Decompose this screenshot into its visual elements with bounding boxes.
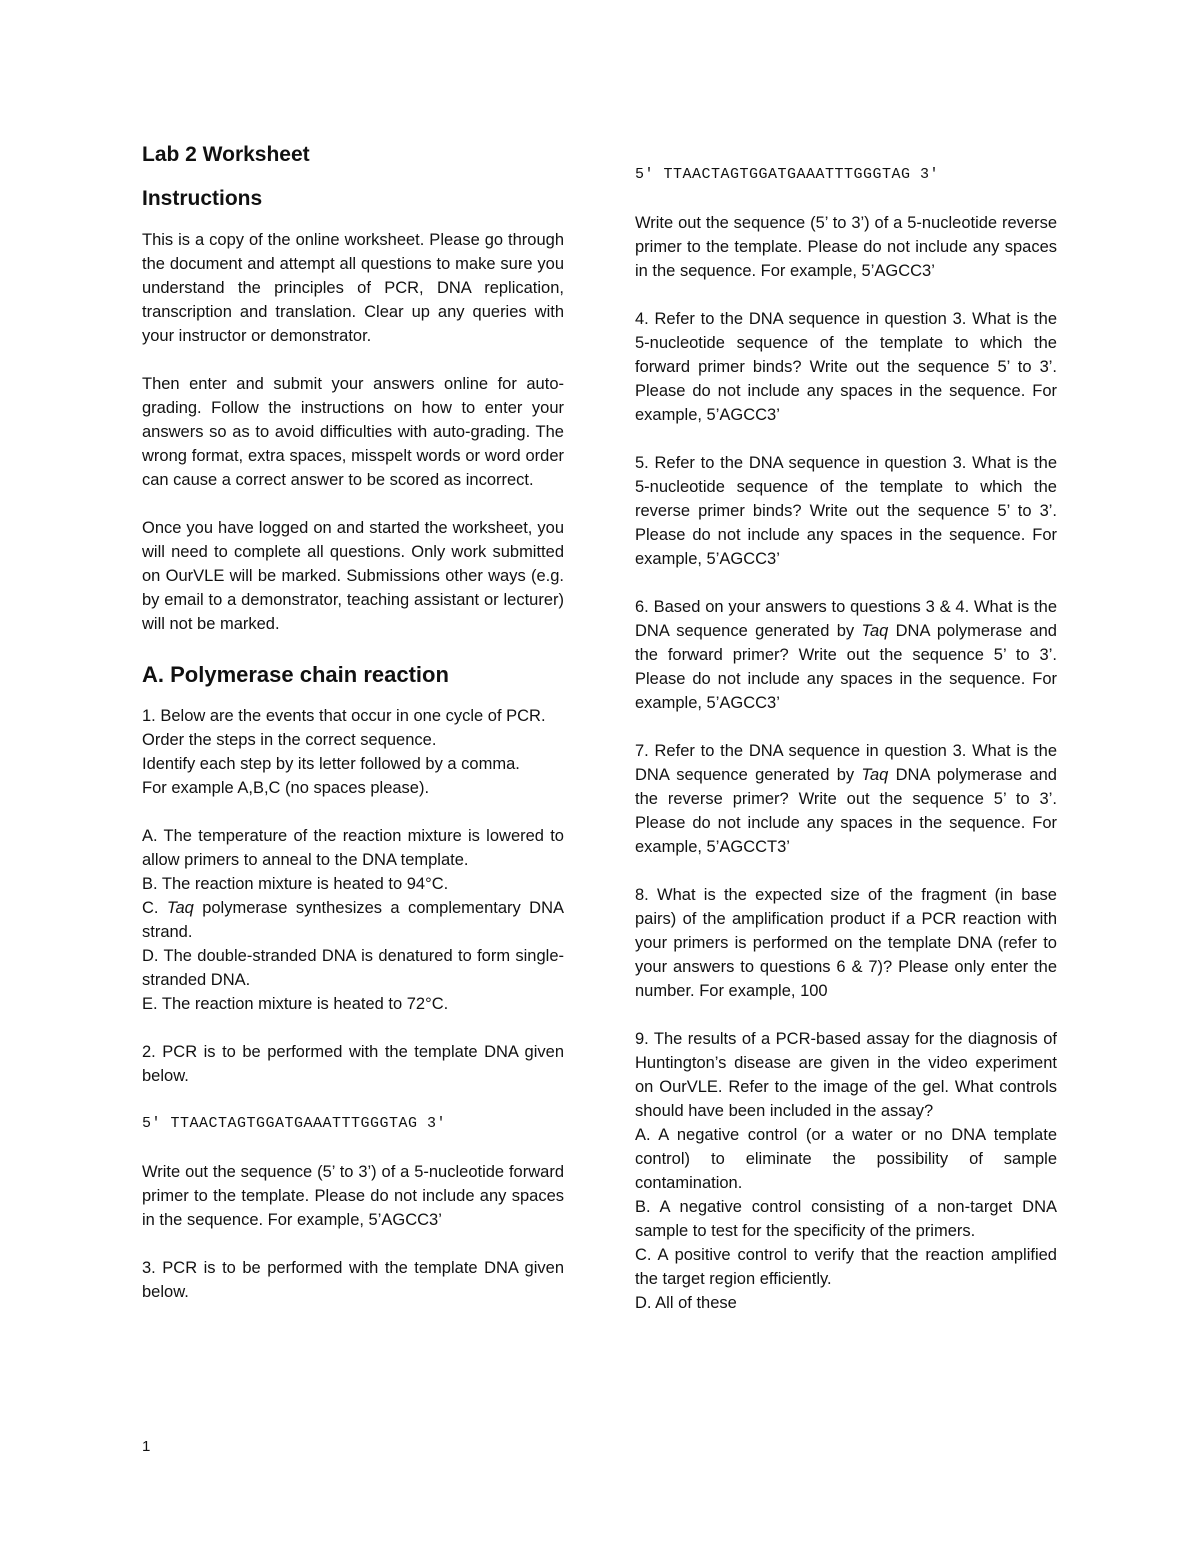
q1-option-a: A. The temperature of the reaction mixture is lowered to allow primers to anneal to the DNA template.: [142, 827, 564, 869]
question-3: 3. PCR is to be performed with the template DNA given below.: [142, 1259, 564, 1301]
question-1-instruction: Identify each step by its letter followed by a comma.: [142, 755, 520, 773]
q1-option-d: D. The double-stranded DNA is denatured to form single-stranded DNA.: [142, 947, 564, 989]
section-a-heading: A. Polymerase chain reaction: [142, 662, 449, 687]
page-number: 1: [142, 1438, 151, 1455]
question-7-suffix: DNA polymerase and the reverse primer? Write out the sequence 5’ to 3’. Please do not include any spaces in the sequence. For example, 5’AGCCT3’: [635, 766, 1057, 856]
question-7: [635, 739, 1057, 859]
instructions-paragraph: Once you have logged on and started the worksheet, you will need to complete all questions. Only work submitted on OurVLE will be marked. Submissions other ways (e.g. by email to a demonstrator, teaching assistant or lecturer) will not be marked.: [142, 519, 564, 633]
q3-dna-sequence: 5′ TTAACTAGTGGATGAAATTTGGGTAG 3′: [635, 166, 940, 183]
question-5: 5. Refer to the DNA sequence in question 3. What is the 5-nucleotide sequence of the template to which the reverse primer binds? Write out the sequence 5’ to 3’. Please do not include any spaces in the sequence. For example, 5’AGCC3’: [635, 454, 1057, 568]
q1-option-e: E. The reaction mixture is heated to 72°C.: [142, 995, 449, 1013]
left-column: [142, 140, 564, 1304]
question-2: 2. PCR is to be performed with the template DNA given below.: [142, 1043, 564, 1085]
question-6-prefix: 6. Based on your answers to questions 3 & 4. What is the DNA sequence generated by: [635, 598, 1057, 640]
question-8: 8. What is the expected size of the fragment (in base pairs) of the amplification product if a PCR reaction with your primers is performed on the template DNA (refer to your answers to questions 6 & 7)? Please only enter the number. For example, 100: [635, 886, 1057, 1000]
q1-option-c: [142, 896, 564, 944]
taq-italic: Taq: [861, 622, 889, 640]
q1-option-b: B. The reaction mixture is heated to 94°C.: [142, 875, 449, 893]
question-4: 4. Refer to the DNA sequence in question 3. What is the 5-nucleotide sequence of the template to which the forward primer binds? Write out the sequence 5’ to 3’. Please do not include any spaces in the sequence. For example, 5’AGCC3’: [635, 310, 1057, 424]
question-3-prompt: Write out the sequence (5’ to 3’) of a 5-nucleotide reverse primer to the template. Please do not include any spaces in the sequence. For example, 5’AGCC3’: [635, 214, 1057, 280]
instructions-heading: Instructions: [142, 187, 263, 210]
right-column: [635, 163, 1057, 1315]
q9-option-b: B. A negative control consisting of a non-target DNA sample to test for the specificity of the primers.: [635, 1198, 1057, 1240]
question-6-suffix: DNA polymerase and the forward primer? Write out the sequence 5’ to 3’. Please do not include any spaces in the sequence. For example, 5’AGCC3’: [635, 622, 1057, 712]
q2-dna-sequence: 5′ TTAACTAGTGGATGAAATTTGGGTAG 3′: [142, 1115, 447, 1132]
question-2-prompt: Write out the sequence (5’ to 3’) of a 5-nucleotide forward primer to the template. Please do not include any spaces in the sequence. For example, 5’AGCC3’: [142, 1163, 564, 1229]
taq-italic: Taq: [166, 899, 194, 917]
question-7-prefix: 7. Refer to the DNA sequence in question 3. What is the DNA sequence generated by: [635, 742, 1057, 784]
q1-option-c-prefix: C.: [142, 899, 167, 917]
instructions-paragraph: This is a copy of the online worksheet. Please go through the document and attempt all questions to make sure you understand the principles of PCR, DNA replication, transcription and translation. Clear up any queries with your instructor or demonstrator.: [142, 231, 564, 345]
question-1: 1. Below are the events that occur in one cycle of PCR. Order the steps in the correct sequence.: [142, 707, 546, 749]
q9-option-c: C. A positive control to verify that the reaction amplified the target region efficiently.: [635, 1246, 1057, 1288]
document-title: Lab 2 Worksheet: [142, 143, 310, 166]
instructions-paragraph: Then enter and submit your answers online for auto-grading. Follow the instructions on how to enter your answers so as to avoid difficulties with auto-grading. The wrong format, extra spaces, misspelt words or word order can cause a correct answer to be scored as incorrect.: [142, 375, 564, 489]
q9-option-a: A. A negative control (or a water or no DNA template control) to eliminate the possibility of sample contamination.: [635, 1126, 1057, 1192]
question-6: [635, 595, 1057, 715]
q9-option-d: D. All of these: [635, 1294, 737, 1312]
taq-italic: Taq: [861, 766, 889, 784]
q1-option-c-suffix: polymerase synthesizes a complementary DNA strand.: [142, 899, 564, 941]
question-1-example: For example A,B,C (no spaces please).: [142, 779, 430, 797]
question-9: 9. The results of a PCR-based assay for the diagnosis of Huntington’s disease are given in the video experiment on OurVLE. Refer to the image of the gel. What controls should have been included in the assay?: [635, 1030, 1057, 1120]
